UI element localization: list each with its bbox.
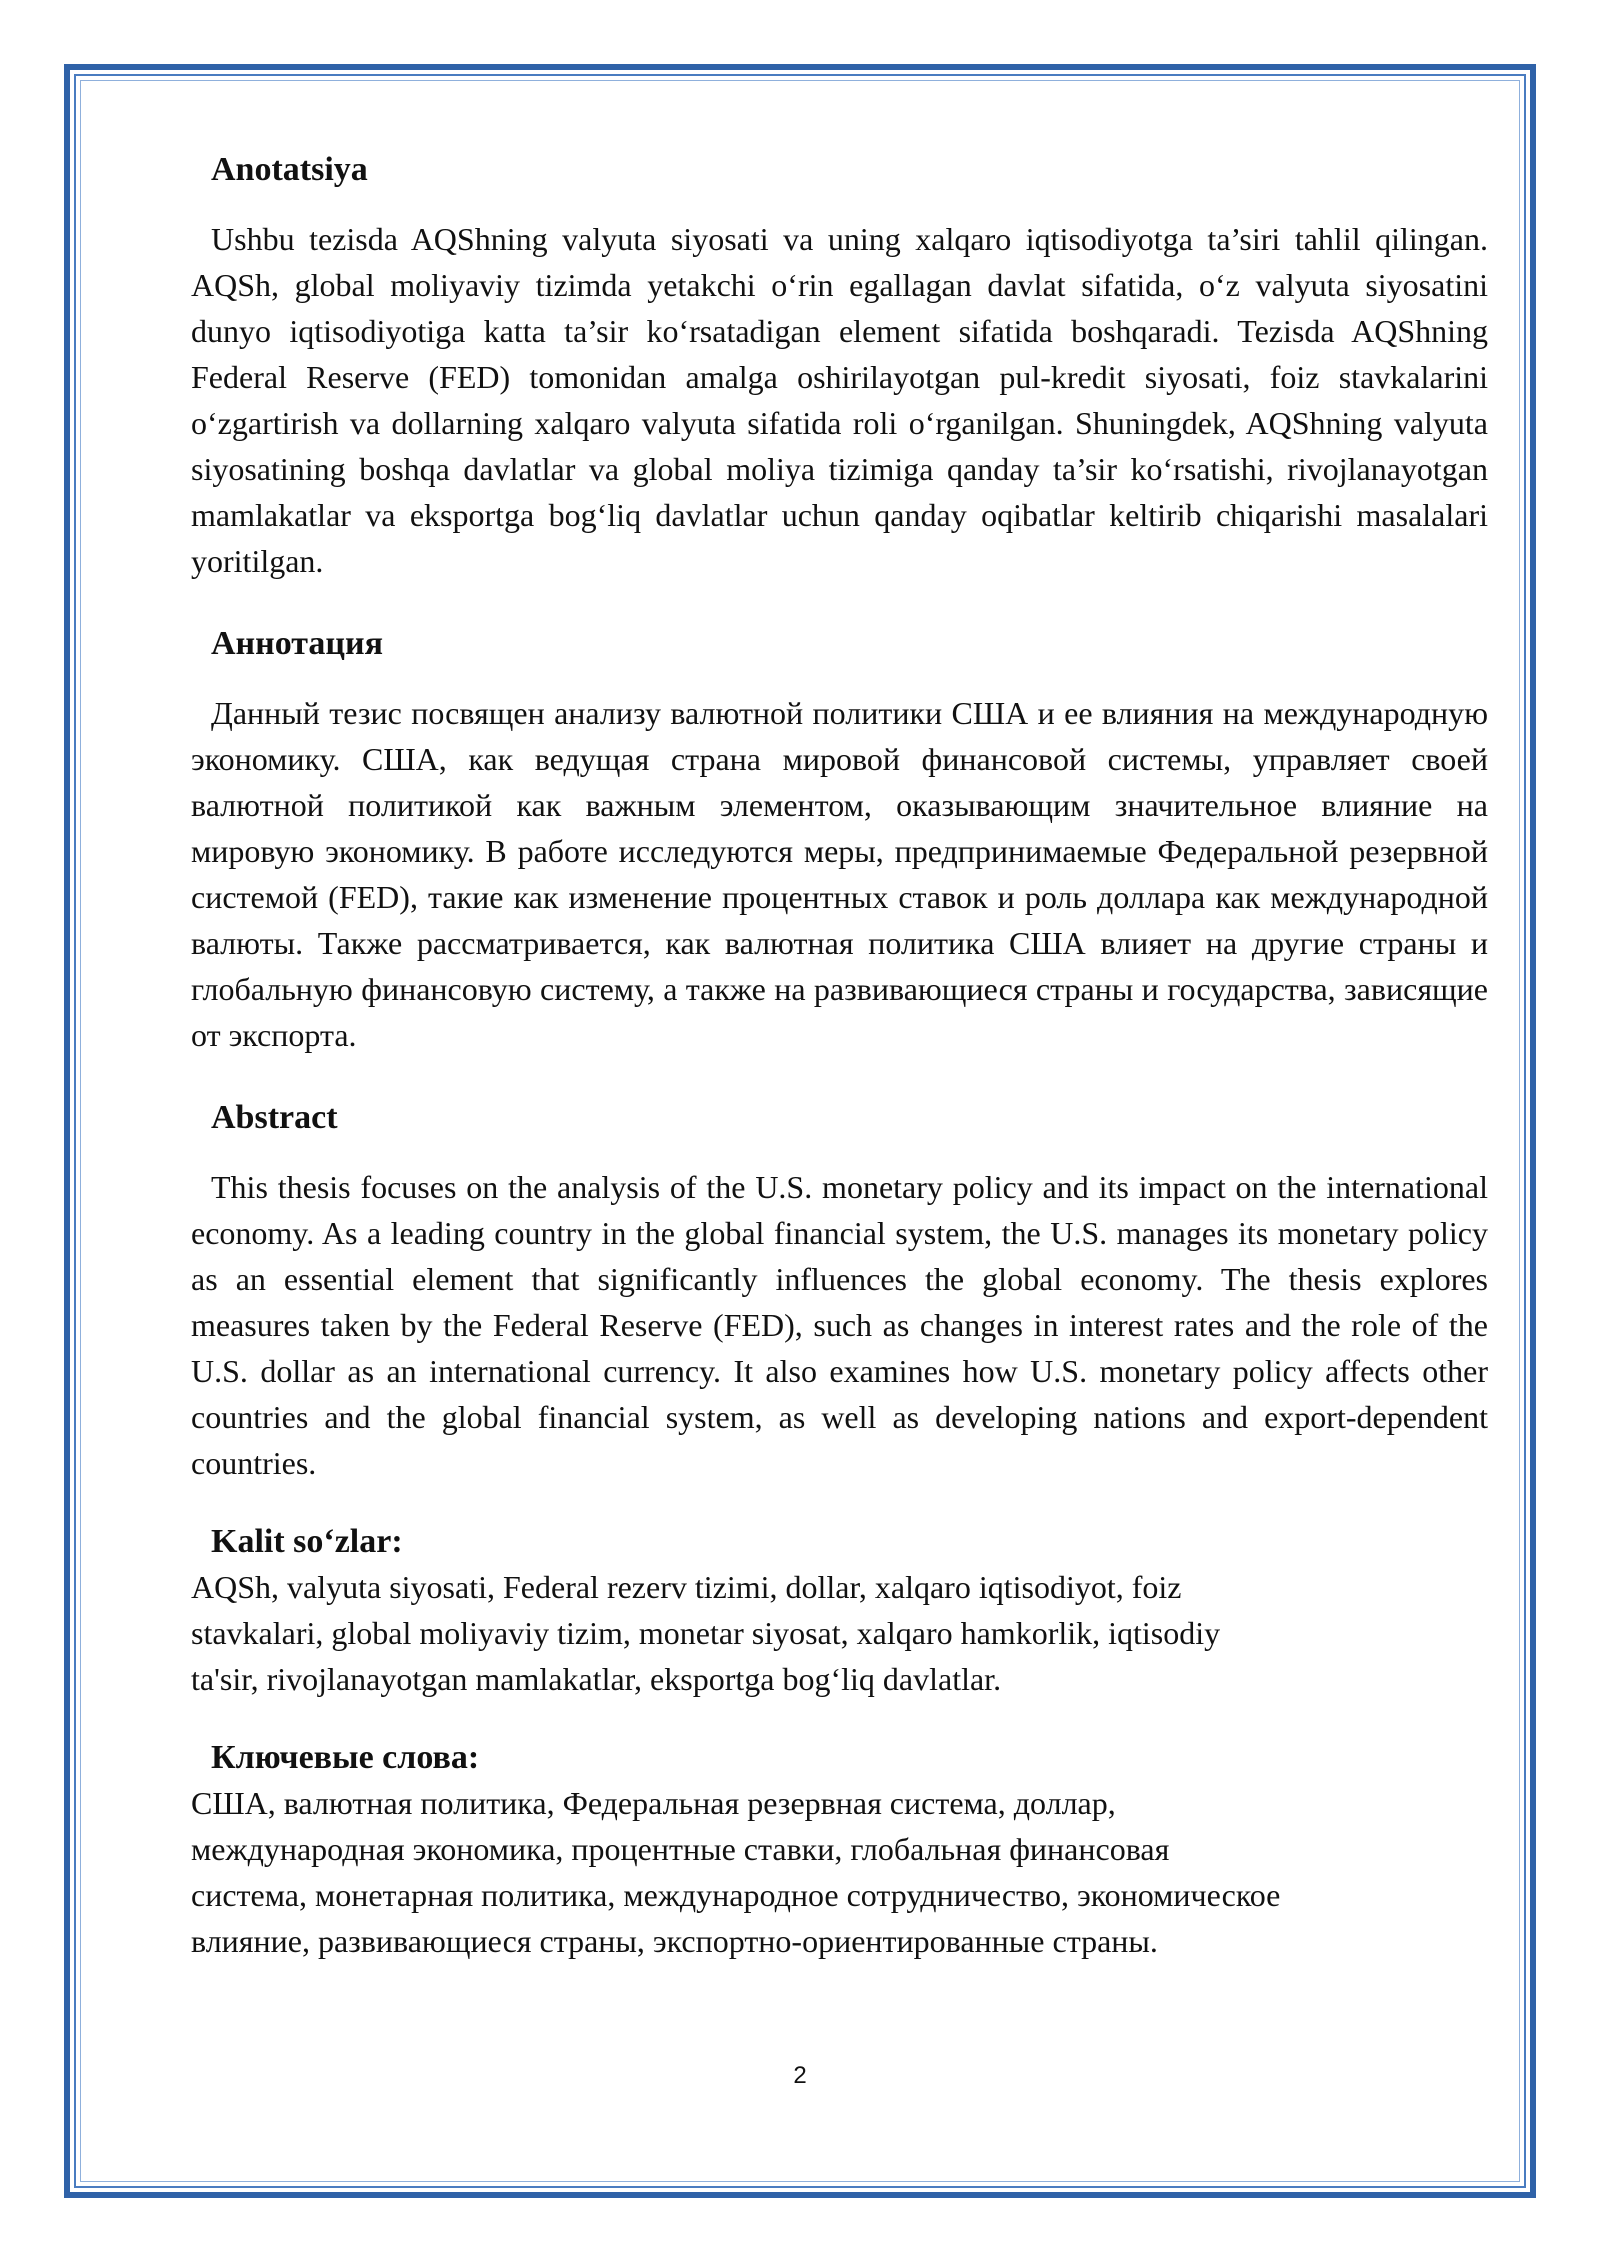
- klyuchevye-slova-heading: Ключевые слова:: [211, 1739, 480, 1776]
- kalit-sozlar-section: [191, 1520, 1488, 1702]
- anotatsiya-text: Ushbu tezisda AQShning valyuta siyosati va uning xalqaro iqtisodiyotga ta’siri tahlil qilingan. AQSh, global moliyaviy tizimda yetakchi o‘rin egallagan davlat sifatida, o‘z valyuta siyosatini dunyo iqtisodiyotiga katta ta’sir ko‘rsatadigan element sifatida boshqaradi. Tezisda AQShning Federal Reserve (FED) tomonidan amalga oshirilayotgan pul-kredit siyosati, foiz stavkalarini o‘zgartirish va dollarning xalqaro valyuta sifatida roli o‘rganilgan. Shuningdek, AQShning valyuta siyosatining boshqa davlatlar va global moliya tizimiga qanday ta’sir ko‘rsatishi, rivojlanayotgan mamlakatlar va eksportga bog‘liq davlatlar uchun qanday oqibatlar keltirib chiqarishi masalalari yoritilgan.: [191, 221, 1488, 579]
- klyuchevye-slova-line-1: США, валютная политика, Федеральная резервная система, доллар,: [191, 1785, 1116, 1821]
- klyuchevye-slova-line-3: система, монетарная политика, международное сотрудничество, экономическое: [191, 1877, 1281, 1913]
- klyuchevye-slova-section: [191, 1736, 1488, 1964]
- kalit-sozlar-heading: Kalit so‘zlar:: [211, 1523, 403, 1560]
- annotatsiya-ru-section: [191, 622, 1488, 1058]
- page-content: [191, 148, 1488, 1964]
- kalit-sozlar-line-3: ta'sir, rivojlanayotgan mamlakatlar, eksportga bog‘liq davlatlar.: [191, 1661, 1002, 1697]
- abstract-heading: Abstract: [211, 1099, 338, 1136]
- anotatsiya-heading: Anotatsiya: [211, 151, 368, 188]
- kalit-sozlar-line-2: stavkalari, global moliyaviy tizim, monetar siyosat, xalqaro hamkorlik, iqtisodiy: [191, 1615, 1221, 1651]
- klyuchevye-slova-line-2: международная экономика, процентные ставки, глобальная финансовая: [191, 1831, 1170, 1867]
- klyuchevye-slova-line-4: влияние, развивающиеся страны, экспортно-ориентированные страны.: [191, 1923, 1158, 1959]
- anotatsiya-section: [191, 148, 1488, 584]
- abstract-text: This thesis focuses on the analysis of the U.S. monetary policy and its impact on the international economy. As a leading country in the global financial system, the U.S. manages its monetary policy as an essential element that significantly influences the global economy. The thesis explores measures taken by the Federal Reserve (FED), such as changes in interest rates and the role of the U.S. dollar as an international currency. It also examines how U.S. monetary policy affects other countries and the global financial system, as well as developing nations and export-dependent countries.: [191, 1169, 1488, 1481]
- abstract-section: [191, 1096, 1488, 1486]
- page-number: 2: [793, 2062, 807, 2089]
- annotatsiya-ru-text: Данный тезис посвящен анализу валютной политики США и ее влияния на международную экономику. США, как ведущая страна мировой финансовой системы, управляет своей валютной политикой как важным элементом, оказывающим значительное влияние на мировую экономику. В работе исследуются меры, предпринимаемые Федеральной резервной системой (FED), такие как изменение процентных ставок и роль доллара как международной валюты. Также рассматривается, как валютная политика США влияет на другие страны и глобальную финансовую систему, а также на развивающиеся страны и государства, зависящие от экспорта.: [191, 695, 1488, 1053]
- annotatsiya-ru-heading: Аннотация: [211, 625, 383, 662]
- kalit-sozlar-line-1: AQSh, valyuta siyosati, Federal rezerv tizimi, dollar, xalqaro iqtisodiyot, foiz: [191, 1569, 1182, 1605]
